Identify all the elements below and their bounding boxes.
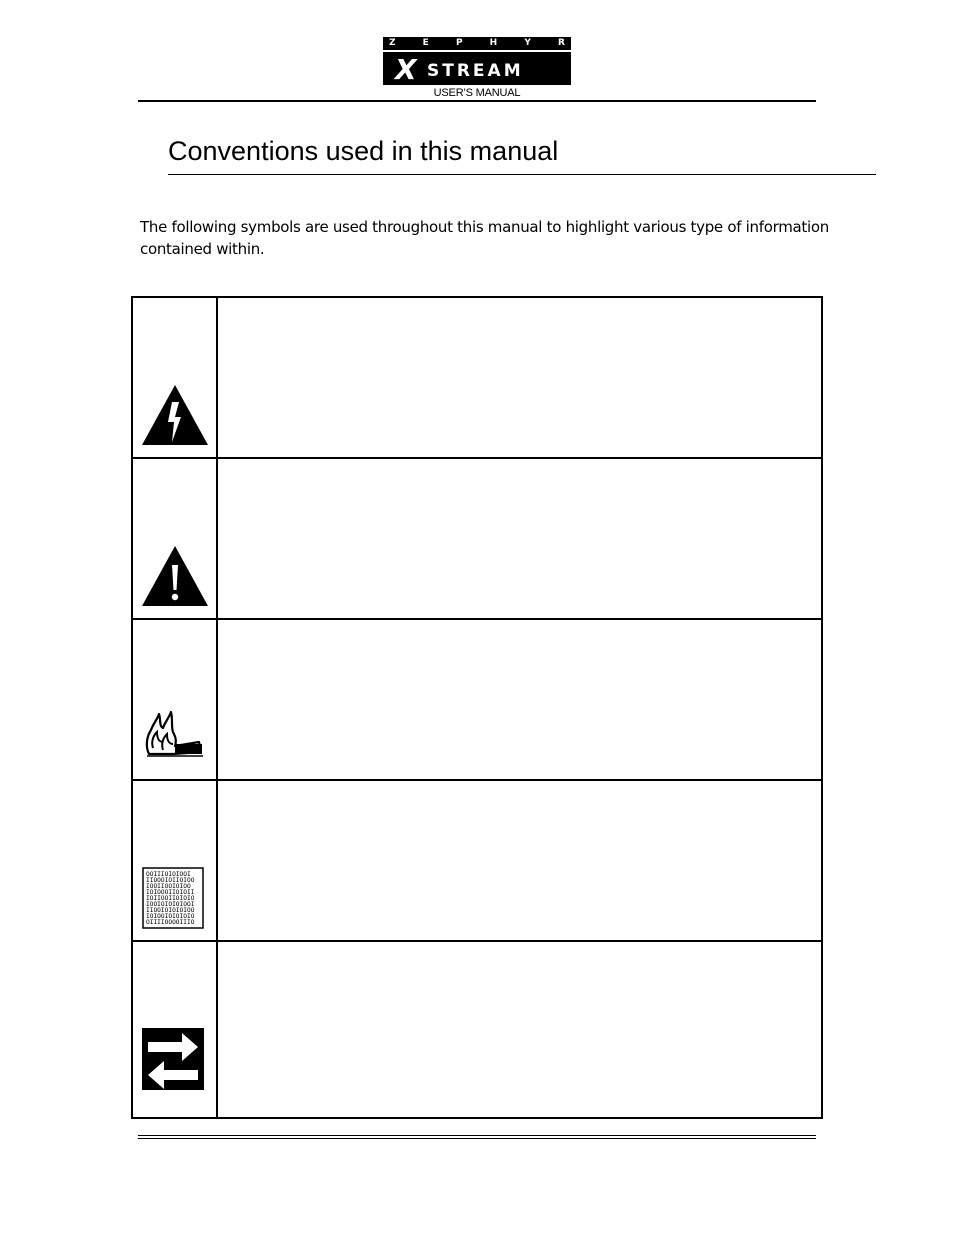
logo-product-bar [383, 52, 571, 85]
title-underline [168, 174, 876, 175]
svg-text:IOOIOIOIOIOOI: IOOIOIOIOIOOI [146, 901, 195, 908]
icon-cell [133, 620, 218, 779]
table-row [133, 459, 821, 620]
description-cell [218, 620, 821, 779]
svg-text:IIOOIOIOIOIOO: IIOOIOIOIOIOO [146, 907, 195, 914]
header-divider [138, 100, 816, 102]
table-row [133, 942, 821, 1117]
logo-brand-bar [383, 37, 571, 50]
footer-divider-bottom [138, 1138, 816, 1139]
high-voltage-warning-icon [141, 384, 209, 446]
zephyr-xstream-logo [383, 37, 571, 85]
svg-text:IOOIIOOIOIOO: IOOIIOOIOIOO [146, 883, 191, 890]
table-row [133, 781, 821, 942]
description-cell [218, 459, 821, 618]
logo-product-wordmark [383, 52, 571, 85]
description-cell [218, 298, 821, 457]
symbols-table [131, 296, 823, 1119]
icon-cell [133, 298, 218, 457]
logo-letter: E [422, 38, 429, 48]
logo-letter: R [558, 38, 565, 48]
page-title: Conventions used in this manual [168, 136, 559, 166]
logo-letter: Z [389, 38, 396, 48]
description-cell [218, 942, 821, 1117]
logo-letter: H [489, 38, 498, 48]
svg-text:IOIIOOIIOIOIO: IOIIOOIIOIOIO [146, 895, 195, 902]
svg-text:IOIOOOIIOIOII: IOIOOOIIOIOII [146, 889, 195, 896]
icon-cell [133, 781, 218, 940]
logo-letter: Y [524, 38, 531, 48]
bidirectional-arrows-icon [142, 1028, 204, 1090]
footer-divider-top [138, 1135, 816, 1136]
icon-cell [133, 459, 218, 618]
intro-paragraph: The following symbols are used throughout this manual to highlight various type of information contained within. [140, 218, 829, 258]
svg-text:IOIOOIOIOIOIO: IOIOOIOIOIOIO [146, 913, 195, 920]
description-cell [218, 781, 821, 940]
svg-text:OOIIIOIOIOOI: OOIIIOIOIOOI [146, 871, 191, 878]
manual-label: USER’S MANUAL [433, 87, 521, 99]
table-row [133, 620, 821, 781]
binary-data-icon [142, 867, 204, 929]
icon-cell [133, 942, 218, 1117]
table-row [133, 298, 821, 459]
hot-tip-hand-icon [143, 708, 205, 758]
svg-text:OIIIIOOOOIIIO: OIIIIOOOOIIIO [146, 919, 195, 926]
logo-product-initial: X [395, 53, 417, 85]
caution-exclamation-icon [141, 545, 209, 607]
svg-text:IIOOOIOIIOIOO: IIOOOIOIIOIOO [146, 877, 195, 884]
logo-product-name: STREAM [427, 61, 524, 81]
logo-letter: P [455, 38, 463, 48]
